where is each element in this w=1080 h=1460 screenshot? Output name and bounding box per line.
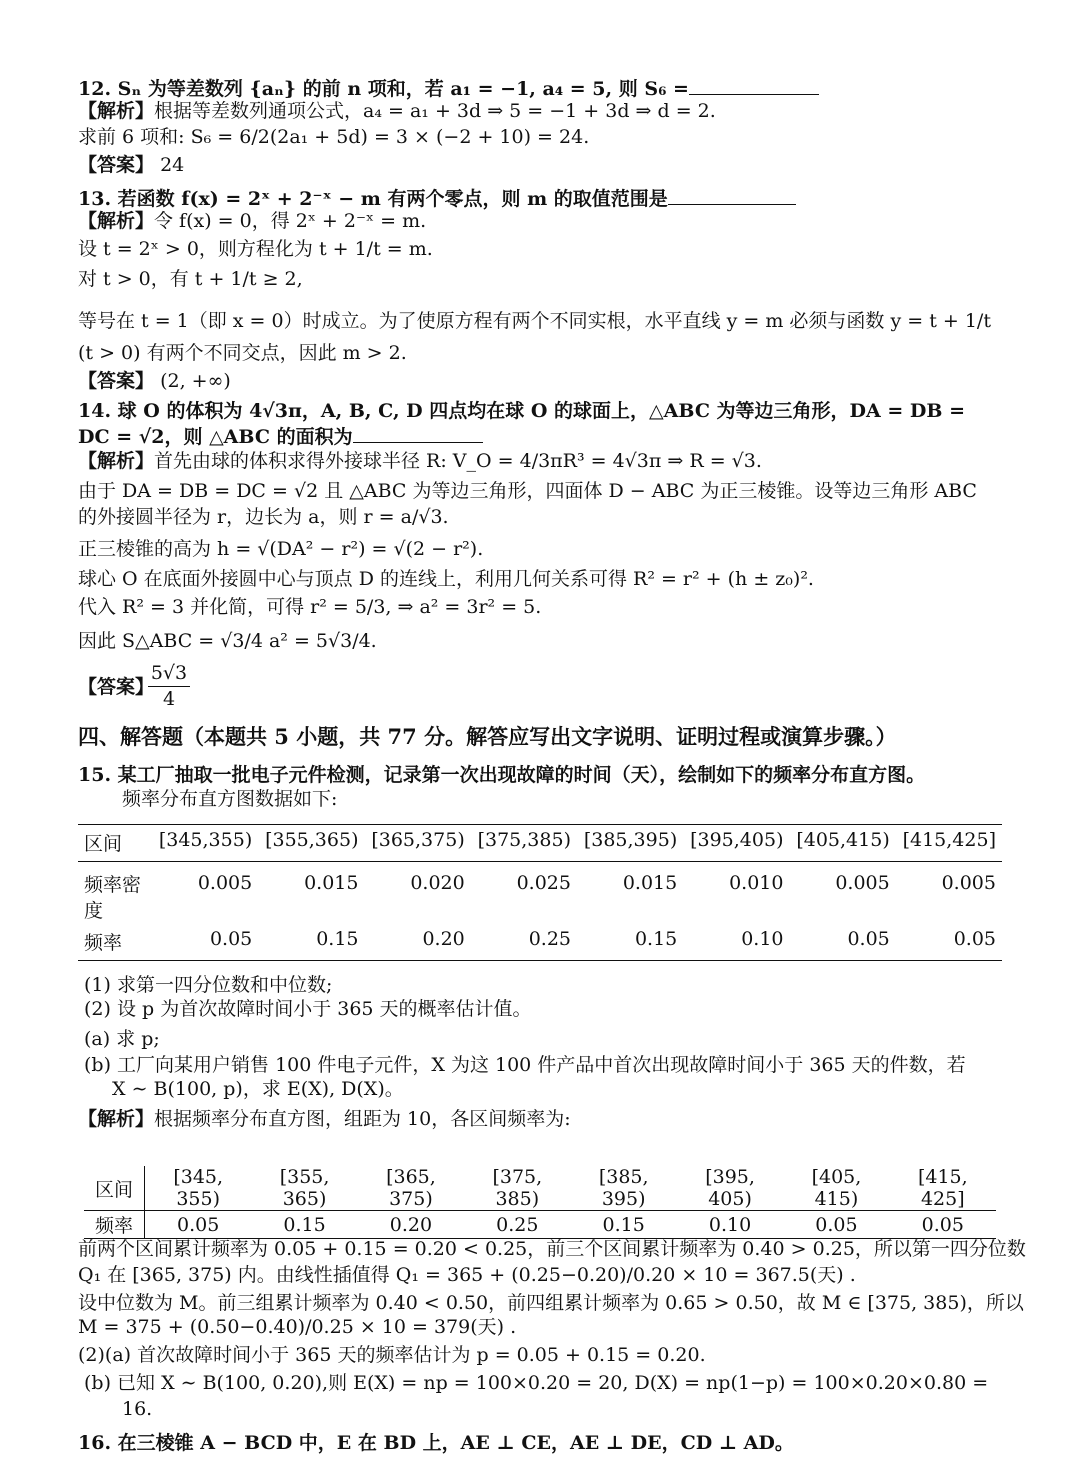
table-header-cell: [405,415) [796, 829, 890, 851]
table-cell: 0.10 [677, 1211, 783, 1239]
answer-fraction: 5√3 4 [148, 660, 190, 711]
frequency-table [78, 824, 1002, 961]
table-header-cell: [385, 395) [571, 1166, 677, 1211]
q15-solution-3: 设中位数为 M。前三组累计频率为 0.40 < 0.50，前四组累计频率为 0.65 > 0.50，故 M ∈ [375, 385)，所以 [78, 1292, 1024, 1314]
table-cell: 0.05 [847, 928, 890, 950]
q15-solution-2: Q₁ 在 [365, 375) 内。由线性插值得 Q₁ = 365 + (0.25−0.20)/0.20 × 10 = 367.5(天) . [78, 1264, 856, 1286]
q15-solution-6: (b) 已知 X ∼ B(100, 0.20),则 E(X) = np = 100×0.20 = 20, D(X) = np(1−p) = 100×0.20×0.80 = [84, 1372, 989, 1394]
q14-analysis-4: 正三棱锥的高为 h = √(DA² − r²) = √(2 − r²). [78, 538, 484, 560]
table-cell: 0.010 [729, 872, 784, 894]
q15-stem: 15. 某工厂抽取一批电子元件检测，记录第一次出现故障的时间（天），绘制如下的频率分布直方图。 [78, 764, 926, 786]
table-row [84, 1211, 996, 1239]
table-header-cell: [405, 415) [783, 1166, 889, 1211]
q13-analysis-3: 对 t > 0，有 t + 1/t ≥ 2, [78, 268, 303, 290]
q14-analysis-7: 因此 S△ABC = √3/4 a² = 5√3/4. [78, 630, 377, 652]
table-cell: 0.05 [783, 1211, 889, 1239]
table-cell: 0.15 [251, 1211, 357, 1239]
table-row-label: 频率 [84, 932, 123, 954]
q15-solution-4: M = 375 + (0.50−0.40)/0.25 × 10 = 379(天) . [78, 1316, 517, 1338]
table-cell: 0.20 [358, 1211, 464, 1239]
q13-answer: 【答案】 (2, +∞) [78, 370, 231, 392]
q12-analysis-2: 求前 6 项和: S₆ = 6/2(2a₁ + 5d) = 3 × (−2 + 10) = 24. [78, 126, 590, 148]
q14-analysis-1: 【解析】首先由球的体积求得外接球半径 R: V_O = 4/3πR³ = 4√3π ⇒ R = √3. [78, 450, 762, 472]
frequency-summary-table [84, 1166, 996, 1239]
table-cell: 0.015 [304, 872, 359, 894]
table-header-cell: [375, 385) [464, 1166, 570, 1211]
q15-solution-7: 16. [122, 1398, 153, 1420]
answer-blank [668, 204, 796, 205]
table-header-row [84, 1166, 996, 1211]
table-row [78, 924, 1002, 961]
table-header-cell: 区间 [84, 1166, 145, 1211]
q15-part-a: (a) 求 p; [84, 1028, 160, 1050]
q12-analysis-1: 【解析】根据等差数列通项公式，a₄ = a₁ + 3d ⇒ 5 = −1 + 3d ⇒ d = 2. [78, 100, 716, 122]
q14-answer: 【答案】 5√3 4 [78, 660, 1002, 710]
table-cell: 0.05 [953, 928, 996, 950]
table-cell: 0.25 [464, 1211, 570, 1239]
q13-analysis-1: 【解析】令 f(x) = 0，得 2ˣ + 2⁻ˣ = m. [78, 210, 427, 232]
q14-stem-1: 14. 球 O 的体积为 4√3π，A, B, C, D 四点均在球 O 的球面上，△ABC 为等边三角形，DA = DB = [78, 400, 965, 422]
table-header-cell: [355, 365) [251, 1166, 357, 1211]
q12-answer: 【答案】 24 [78, 154, 185, 176]
table-cell: 0.005 [835, 872, 890, 894]
table-row-label: 频率密 度 [84, 874, 142, 922]
q15-solution-1: 前两个区间累计频率为 0.05 + 0.15 = 0.20 < 0.25，前三个区间累计频率为 0.40 > 0.25，所以第一四分位数 [78, 1238, 1026, 1260]
q14-analysis-3: 的外接圆半径为 r，边长为 a，则 r = a/√3. [78, 506, 449, 528]
q13-analysis-4: 等号在 t = 1（即 x = 0）时成立。为了使原方程有两个不同实根，水平直线 y = m 必须与函数 y = t + 1/t [78, 310, 991, 332]
table-cell: 0.05 [145, 1211, 252, 1239]
table-cell: 0.025 [516, 872, 571, 894]
answer-blank [353, 442, 483, 443]
table-header-cell: [385,395) [583, 829, 678, 851]
answer-blank [689, 94, 819, 95]
table-cell: 0.20 [422, 928, 465, 950]
table-header-cell: [375,385) [477, 829, 571, 851]
table-row-label: 频率 [84, 1211, 145, 1239]
table-header-cell: [415,425] [902, 829, 996, 851]
q15-analysis-1: 【解析】根据频率分布直方图，组距为 10，各区间频率为: [78, 1108, 571, 1130]
q15-part1: (1) 求第一四分位数和中位数; [84, 974, 333, 996]
table-cell: 0.020 [410, 872, 465, 894]
q13-stem: 13. 若函数 f(x) = 2ˣ + 2⁻ˣ − m 有两个零点，则 m 的取值范围是 [78, 186, 1002, 212]
q16-stem: 16. 在三棱锥 A − BCD 中，E 在 BD 上，AE ⊥ CE，AE ⊥ DE，CD ⊥ AD。 [78, 1432, 794, 1454]
table-header-cell: [415, 425] [890, 1166, 996, 1211]
q15-intro: 频率分布直方图数据如下: [122, 788, 338, 810]
table-header-cell: [365,375) [371, 829, 465, 851]
table-cell: 0.05 [209, 928, 253, 950]
table-cell: 0.05 [890, 1211, 996, 1239]
table-header-cell: [355,365) [265, 829, 359, 851]
q15-solution-5: (2)(a) 首次故障时间小于 365 天的频率估计为 p = 0.05 + 0.15 = 0.20. [78, 1344, 706, 1366]
table-cell: 0.10 [741, 928, 784, 950]
table-cell: 0.005 [197, 872, 253, 894]
table-cell: 0.15 [316, 928, 359, 950]
q13-analysis-5: (t > 0) 有两个不同交点，因此 m > 2. [78, 342, 407, 364]
q15-part-b2: X ∼ B(100, p)，求 E(X), D(X)。 [112, 1078, 404, 1100]
table-cell: 0.015 [622, 872, 678, 894]
table-cell: 0.15 [634, 928, 678, 950]
table-cell: 0.005 [941, 872, 996, 894]
table-header-row [78, 825, 1002, 862]
table-header-cell: [365, 375) [358, 1166, 464, 1211]
table-header-cell: [345, 355) [145, 1166, 252, 1211]
q15-part-b1: (b) 工厂向某用户销售 100 件电子元件，X 为这 100 件产品中首次出现故障时间小于 365 天的件数，若 [84, 1054, 966, 1076]
table-header-cell: [395,405) [690, 829, 784, 851]
table-header-cell: [345,355) [158, 829, 253, 851]
q15-part2: (2) 设 p 为首次故障时间小于 365 天的概率估计值。 [84, 998, 532, 1020]
table-cell: 0.25 [528, 928, 571, 950]
table-header-cell: [395, 405) [677, 1166, 783, 1211]
table-row [78, 862, 1002, 925]
table-header-cell: 区间 [84, 833, 123, 855]
q14-stem-2: DC = √2，则 △ABC 的面积为 [78, 424, 1002, 450]
q14-analysis-2: 由于 DA = DB = DC = √2 且 △ABC 为等边三角形，四面体 D − ABC 为正三棱锥。设等边三角形 ABC [78, 480, 977, 502]
q14-analysis-6: 代入 R² = 3 并化简，可得 r² = 5/3, ⇒ a² = 3r² = 5. [78, 596, 542, 618]
q14-analysis-5: 球心 O 在底面外接圆中心与顶点 D 的连线上，利用几何关系可得 R² = r² + (h ± z₀)². [78, 568, 814, 590]
table-cell: 0.15 [571, 1211, 677, 1239]
section-heading: 四、解答题（本题共 5 小题，共 77 分。解答应写出文字说明、证明过程或演算步骤。） [78, 724, 897, 749]
q13-analysis-2: 设 t = 2ˣ > 0，则方程化为 t + 1/t = m. [78, 238, 433, 260]
q12-stem: 12. Sₙ 为等差数列 {aₙ} 的前 n 项和，若 a₁ = −1, a₄ = 5, 则 S₆ = [78, 76, 1002, 102]
